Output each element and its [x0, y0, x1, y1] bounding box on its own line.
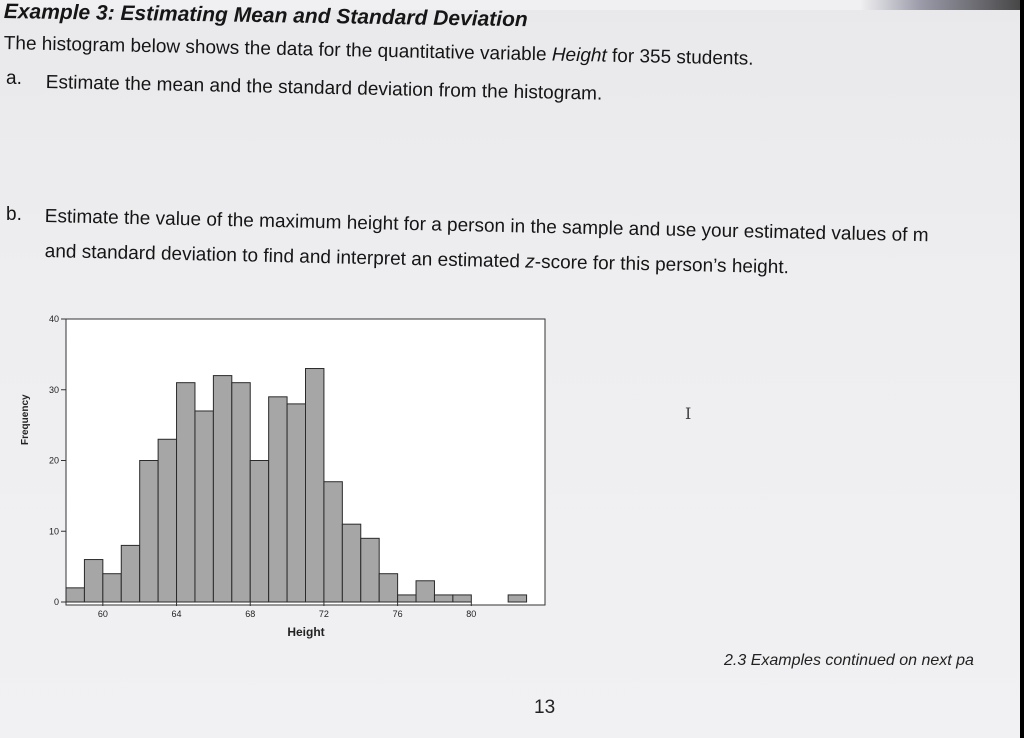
x-tick-label: 76	[392, 609, 403, 619]
histogram-bar	[121, 545, 139, 602]
continued-note: 2.3 Examples continued on next pa	[724, 652, 974, 669]
x-axis-label: Height	[287, 625, 325, 639]
y-tick-label: 20	[48, 455, 59, 466]
histogram-bar	[103, 574, 121, 602]
text-cursor-icon: I	[685, 404, 692, 423]
histogram-bar	[361, 538, 379, 602]
x-tick-label: 80	[466, 609, 477, 619]
histogram-bar	[195, 411, 213, 602]
y-tick-label: 30	[48, 384, 59, 395]
part-b-line2-start: and standard deviation to find and interpret an estimated	[44, 241, 526, 273]
part-b-line1: Estimate the value of the maximum height for a person in the sample and use your estimated values of m	[44, 206, 929, 247]
histogram-bar	[342, 524, 360, 602]
part-a-marker: a.	[6, 68, 22, 89]
histogram-bar	[398, 595, 416, 602]
part-b-line2-end: -score for this person’s height.	[534, 251, 790, 279]
histogram-bar	[177, 383, 195, 602]
histogram-bar	[453, 595, 471, 602]
histogram-bar	[213, 376, 231, 602]
histogram-bar	[287, 404, 305, 602]
x-tick-label: 64	[171, 609, 182, 619]
histogram-bar	[324, 482, 342, 602]
histogram-bar	[416, 581, 434, 602]
histogram-bar	[158, 439, 176, 602]
y-axis-ticks	[49, 314, 66, 607]
y-axis-label: Frequency	[20, 394, 31, 445]
part-a-text: Estimate the mean and the standard deviation from the histogram.	[45, 72, 603, 105]
histogram-bar	[232, 383, 250, 602]
histogram-bar	[508, 595, 526, 602]
y-tick-label: 40	[48, 314, 59, 324]
intro-text: The histogram below shows the data for the quantitative variable	[3, 33, 553, 66]
y-tick-label: 10	[48, 526, 59, 537]
y-tick-label: 0	[53, 597, 59, 607]
intro-line	[4, 33, 754, 71]
histogram-bar	[306, 369, 324, 602]
x-tick-label: 68	[245, 609, 256, 619]
x-tick-label: 72	[318, 609, 329, 619]
histogram-bar	[379, 574, 397, 602]
histogram-bar	[66, 588, 84, 602]
intro-end: for 355 students.	[606, 45, 754, 70]
example-title: Example 3: Estimating Mean and Standard Deviation	[3, 0, 528, 32]
part-b-line2	[45, 241, 790, 279]
height-histogram	[0, 290, 560, 650]
page-number: 13	[534, 697, 556, 718]
x-tick-label: 60	[97, 609, 108, 619]
histogram-bar	[140, 461, 158, 603]
histogram-bar	[269, 397, 287, 602]
part-b-marker: b.	[6, 204, 22, 225]
histogram-bar	[434, 595, 452, 602]
histogram-bar	[250, 461, 268, 603]
intro-variable: Height	[551, 44, 607, 67]
part-b-z: z	[525, 251, 535, 273]
histogram-bar	[84, 560, 102, 602]
